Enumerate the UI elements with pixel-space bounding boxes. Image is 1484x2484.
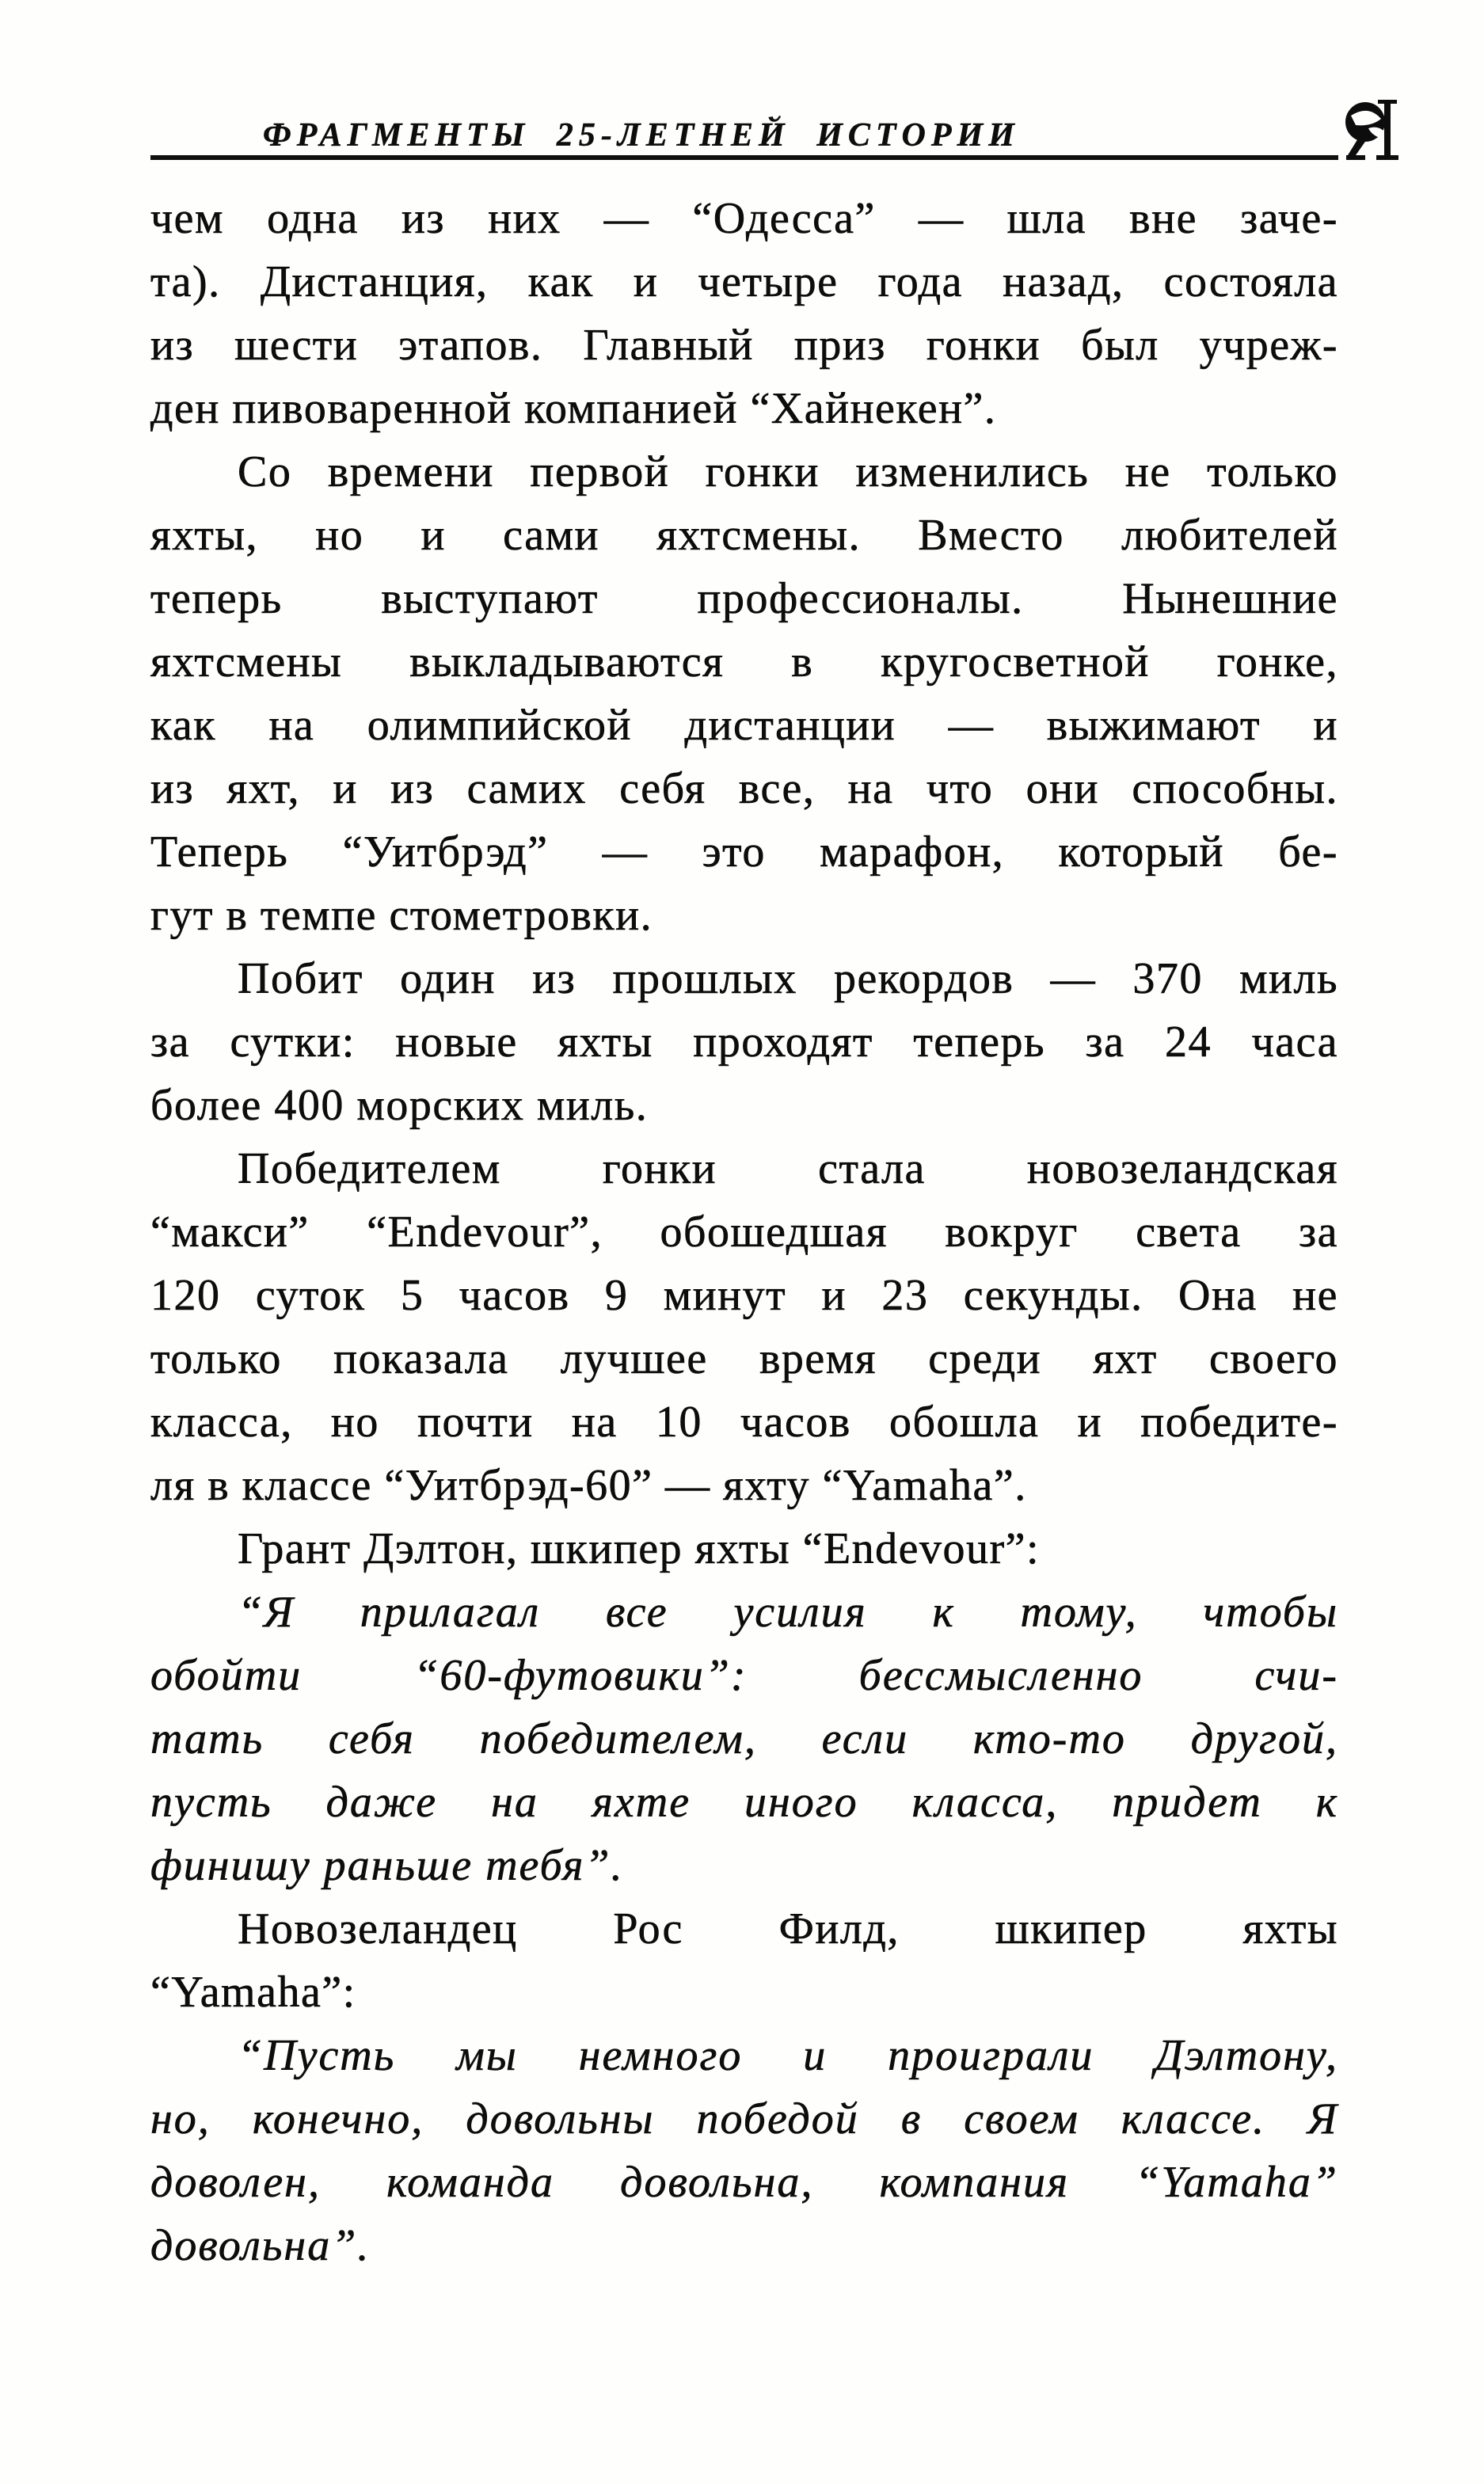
text-line: ден пивоваренной компанией “Хайнекен”. (150, 384, 997, 433)
text-line: за сутки: новые яхты проходят теперь за 24 часа (150, 1018, 1338, 1067)
text-line: “Yamaha”: (150, 1968, 356, 2017)
paragraph (150, 187, 1338, 440)
text-line: но, конечно, довольны победой в своем классе. Я (150, 2094, 1338, 2144)
text-line: 120 суток 5 часов 9 минут и 23 секунды. Она не (150, 1271, 1338, 1320)
text-line: теперь выступают профессионалы. Нынешние (150, 574, 1338, 623)
text-line: довольна”. (150, 2221, 371, 2270)
text-line: доволен, команда довольна, компания “Yamaha” (150, 2158, 1338, 2207)
text-line: из яхт, и из самих себя все, на что они способны. (150, 764, 1338, 813)
paragraph (150, 1897, 1338, 2024)
text-line: обойти “60-футовики”: бессмысленно счи- (150, 1651, 1338, 1700)
quote-paragraph (150, 2024, 1338, 2277)
text-line: яхтсмены выкладываются в кругосветной гонке, (150, 637, 1338, 687)
text-line: финишу раньше тебя”. (150, 1841, 624, 1890)
page-body (150, 187, 1338, 2277)
text-line: Грант Дэлтон, шкипер яхты “Endevour”: (238, 1524, 1041, 1573)
text-line: Новозеландец Рос Филд, шкипер яхты (238, 1904, 1338, 1953)
text-line: “макси” “Endevour”, обошедшая вокруг света за (150, 1208, 1338, 1257)
page-ornament-icon (1345, 98, 1400, 160)
text-line: как на олимпийской дистанции — выжимают и (150, 701, 1338, 750)
text-line: более 400 морских миль. (150, 1081, 649, 1130)
running-head (150, 109, 1338, 160)
text-line: только показала лучшее время среди яхт своего (150, 1334, 1338, 1383)
paragraph (150, 1137, 1338, 1517)
text-line: чем одна из них — “Одесса” — шла вне заче- (150, 194, 1338, 243)
paragraph (150, 1517, 1338, 1581)
text-line: та). Дистанция, как и четыре года назад, состояла (150, 257, 1338, 306)
paragraph (150, 947, 1338, 1137)
quote-paragraph (150, 1581, 1338, 1897)
text-line: Теперь “Уитбрэд” — это марафон, который бе- (150, 827, 1338, 877)
text-line: из шести этапов. Главный приз гонки был учреж- (150, 321, 1338, 370)
text-line: яхты, но и сами яхтсмены. Вместо любителей (150, 511, 1338, 560)
text-line: “Я прилагал все усилия к тому, чтобы (238, 1588, 1338, 1637)
text-line: Победителем гонки стала новозеландская (238, 1144, 1338, 1193)
text-line: гут в темпе стометровки. (150, 891, 653, 940)
paragraph (150, 440, 1338, 947)
text-line: тать себя победителем, если кто-то другой, (150, 1714, 1338, 1763)
text-line: “Пусть мы немного и проиграли Дэлтону, (238, 2031, 1338, 2080)
text-line: Со времени первой гонки изменились не только (238, 447, 1338, 496)
running-head-title: ФРАГМЕНТЫ 25-ЛЕТНЕЙ ИСТОРИИ (263, 117, 1020, 154)
text-line: Побит один из прошлых рекордов — 370 миль (238, 954, 1338, 1003)
text-line: класса, но почти на 10 часов обошла и победите- (150, 1398, 1338, 1447)
text-line: пусть даже на яхте иного класса, придет к (150, 1778, 1338, 1827)
text-line: ля в классе “Уитбрэд-60” — яхту “Yamaha”. (150, 1461, 1027, 1510)
